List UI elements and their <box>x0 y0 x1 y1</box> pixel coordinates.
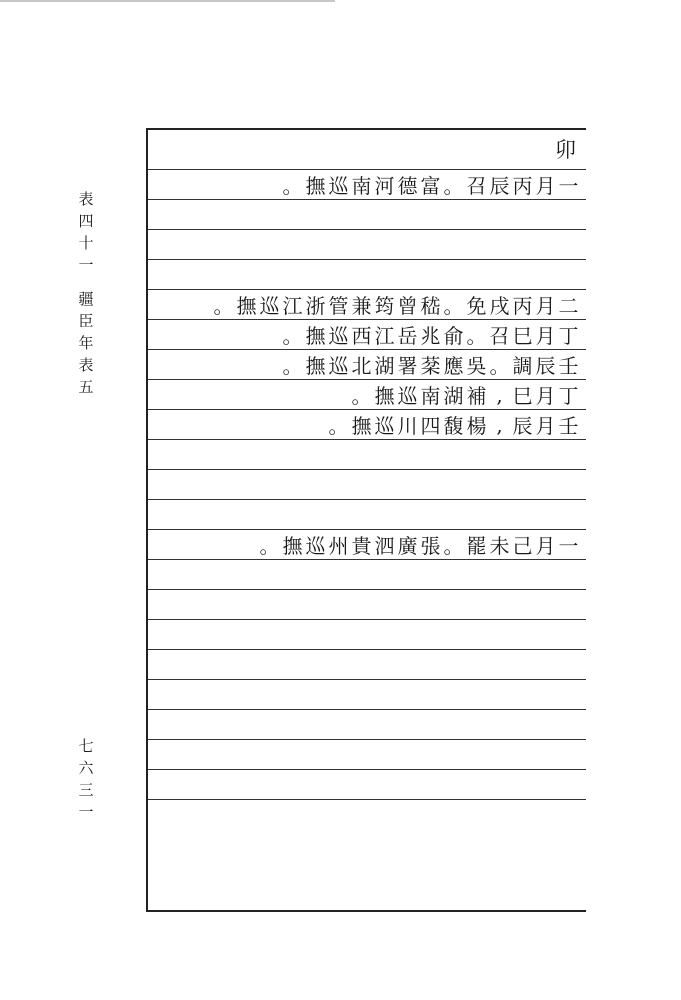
table-row <box>148 680 586 710</box>
row-entry: 壬 辰 調 。 吳 應 棻 署 湖 北 巡 撫 。 <box>282 354 579 378</box>
table-row <box>148 710 586 740</box>
table-row <box>148 260 586 290</box>
table-row <box>148 470 586 500</box>
table-row <box>148 380 586 410</box>
table-row <box>148 770 586 800</box>
row-entry: 二 月 丙 戌 免 。 嵇 曾 筠 兼 管 浙 江 巡 撫 。 <box>213 294 579 318</box>
table-row <box>148 320 586 350</box>
table-row <box>148 650 586 680</box>
table-row <box>148 740 586 770</box>
table-row <box>148 410 586 440</box>
margin-page-number: 七 六 三 一 <box>78 737 94 821</box>
annals-table <box>146 128 586 912</box>
table-row <box>148 290 586 320</box>
table-row <box>148 500 586 530</box>
table-row <box>148 530 586 560</box>
margin-volume-label: 表 四 十 一 <box>78 190 94 274</box>
row-entry: 丁 月 巳 , 補 湖 南 巡 撫 。 <box>351 382 579 408</box>
row-entry: 丁 月 巳 召 。 俞 兆 岳 江 西 巡 撫 。 <box>282 324 579 348</box>
table-row <box>148 230 586 260</box>
table-header-row <box>148 130 586 170</box>
top-scan-edge <box>0 0 335 2</box>
table-row <box>148 440 586 470</box>
year-label: 卯 <box>555 138 576 162</box>
row-entry: 一 月 己 未 罷 。 張 廣 泗 貴 州 巡 撫 。 <box>259 534 579 558</box>
table-row <box>148 560 586 590</box>
row-entry: 一 月 丙 辰 召 。 富 德 河 南 巡 撫 。 <box>282 174 579 198</box>
table-row <box>148 350 586 380</box>
table-row <box>148 170 586 200</box>
row-entry: 壬 月 辰 , 楊 馥 四 川 巡 撫 。 <box>328 412 579 438</box>
table-row <box>148 590 586 620</box>
table-row <box>148 200 586 230</box>
table-row <box>148 620 586 650</box>
margin-title-label: 疆 臣 年 表 五 <box>78 290 94 396</box>
